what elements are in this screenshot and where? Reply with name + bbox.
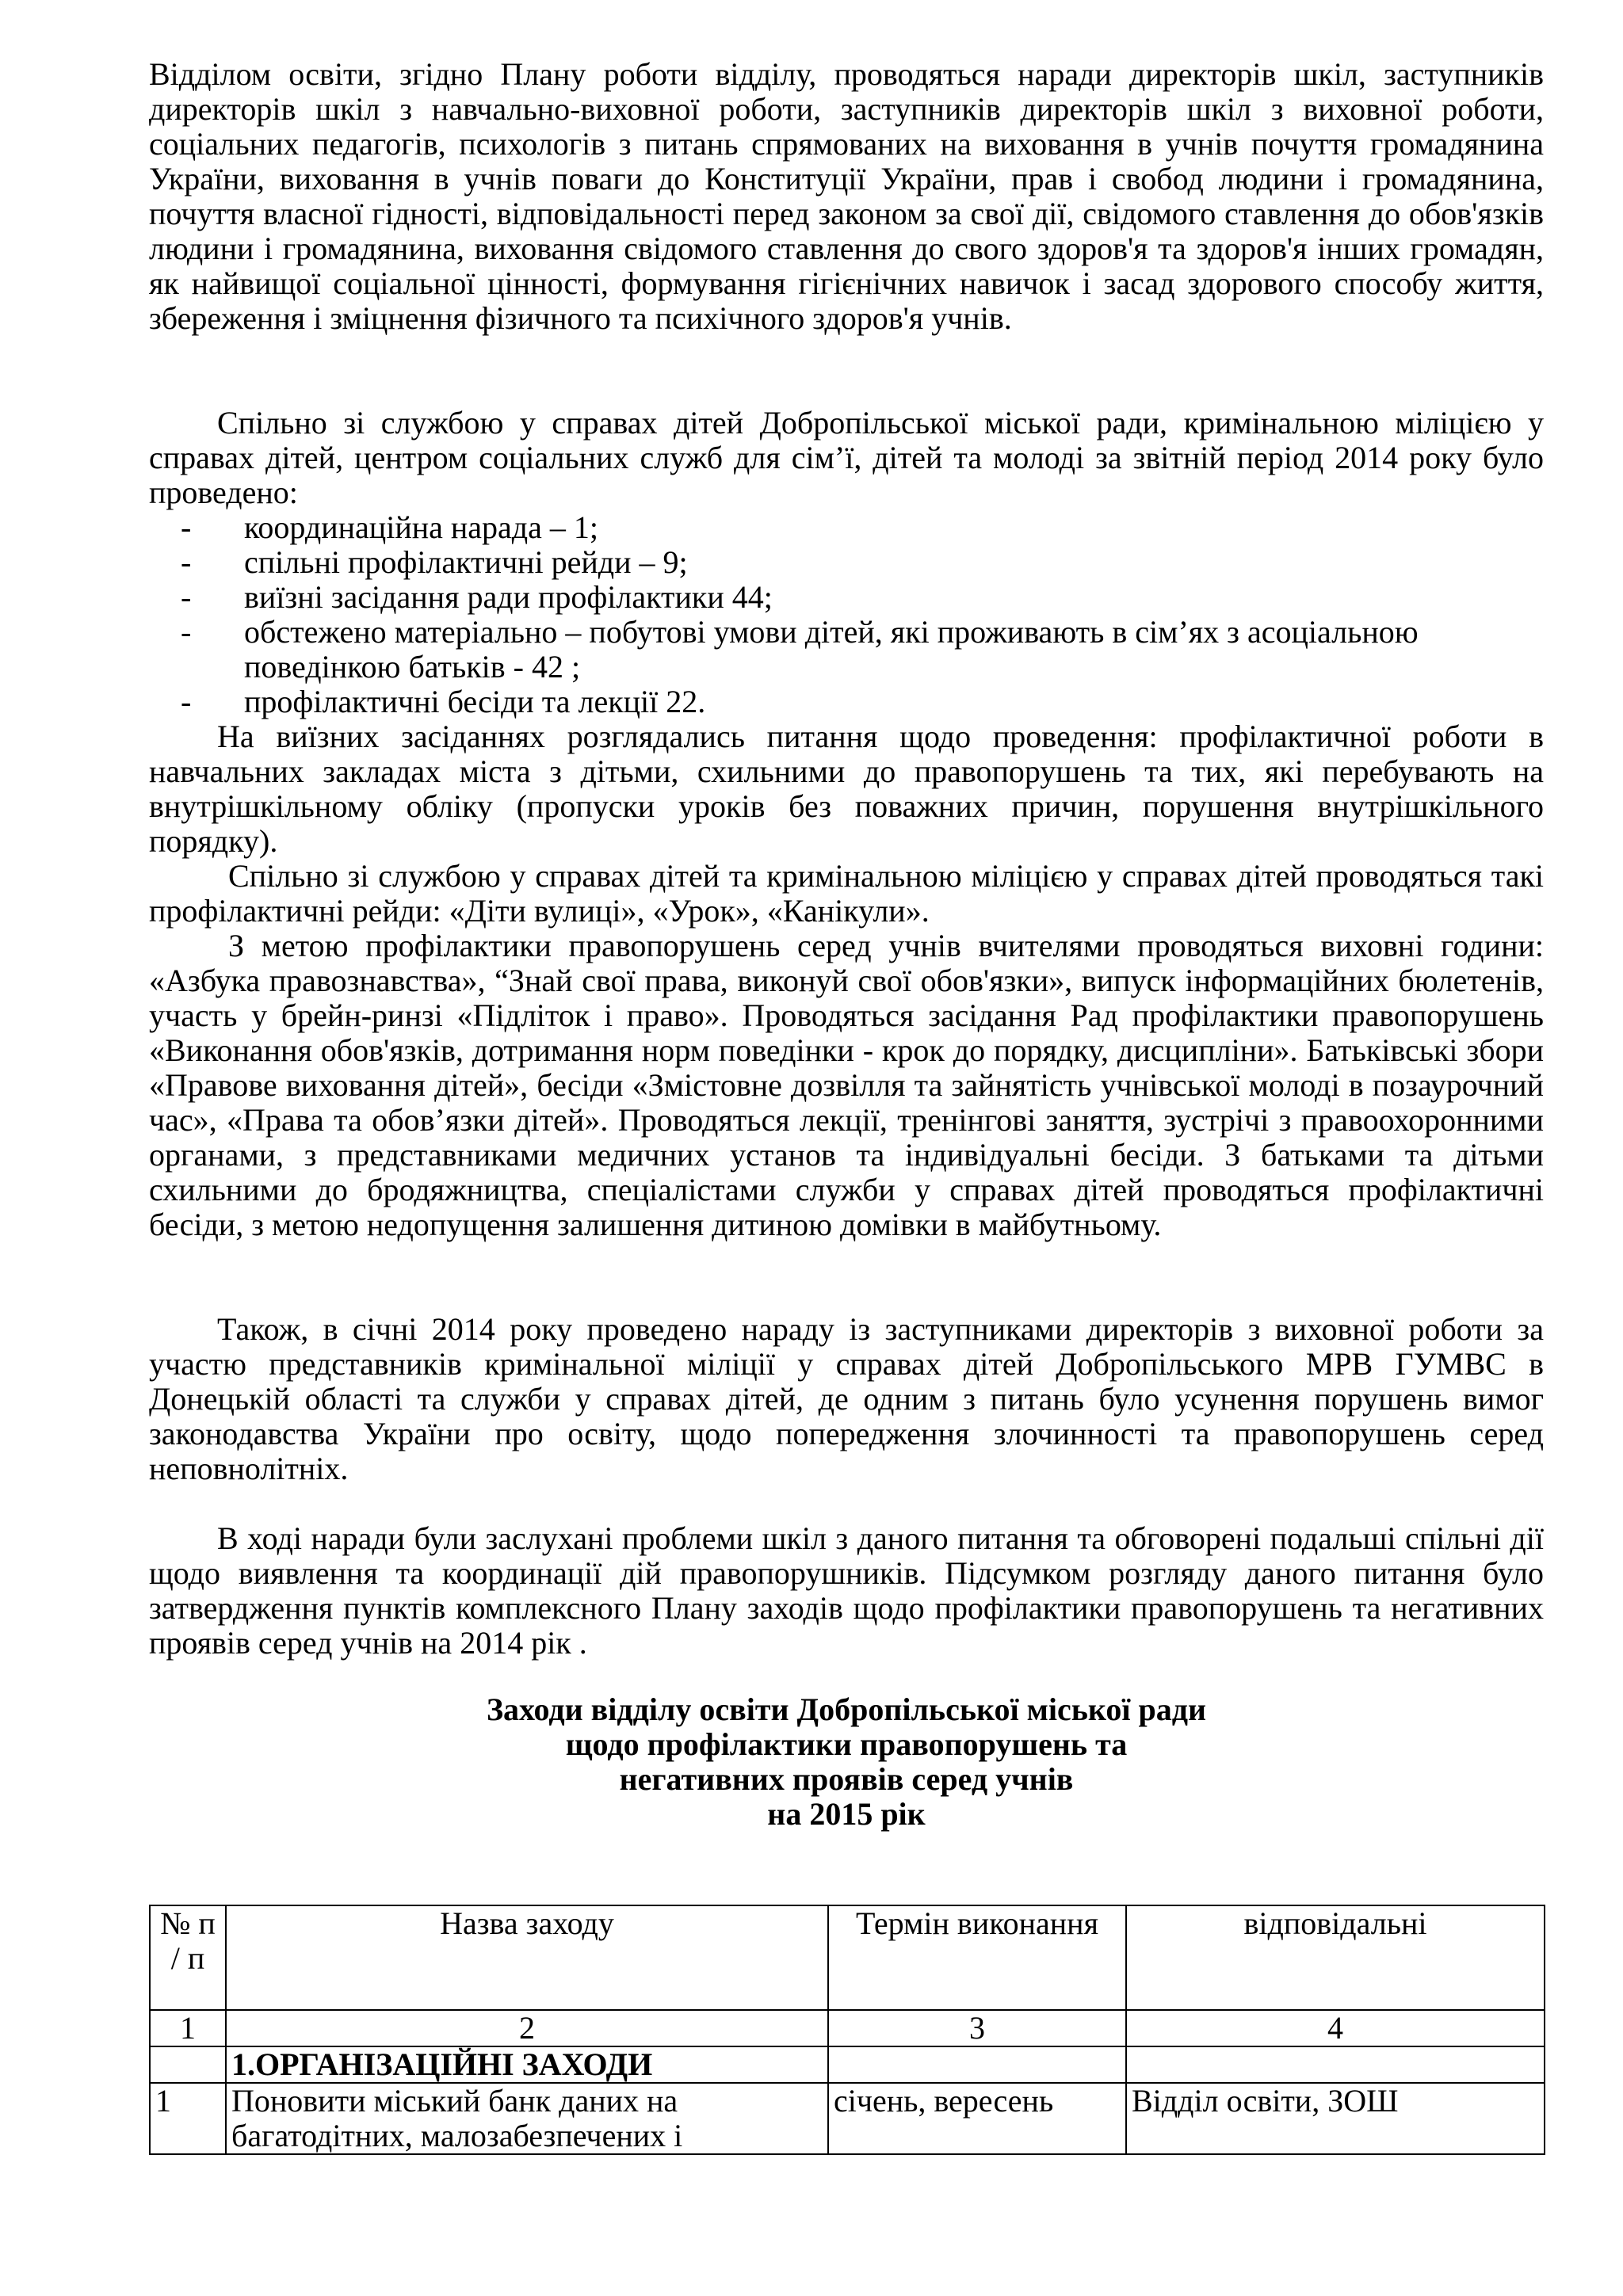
paragraph-intro: Відділом освіти, згідно Плану роботи відділу, проводяться наради директорів шкіл, заступників директорів шкіл з навчально-виховної роботи, заступників директорів шкіл з виховної роботи, соціальних педагогів, психологів з питань спрямованих на виховання в учнів почуття громадянина України, виховання в учнів поваги до Конституції України, прав і свобод людини і громадянина, почуття власної гідності, відповідальності перед законом за свої дії, свідомого ставлення до обов'язків людини і громадянина, виховання свідомого ставлення до свого здоров'я та здоров'я інших громадян, як найвищої соціальної цінності, формування гігієнічних навичок і засад здорового способу життя, збереження і зміцнення фізичного та психічного здоров'я учнів.: [149, 56, 1544, 336]
list-item: [181, 544, 1544, 580]
table-cell: [1126, 2046, 1545, 2083]
list-item: [181, 509, 1544, 545]
table-cell: 4: [1126, 2010, 1545, 2046]
list-item-text: координаційна нарада – 1;: [244, 509, 599, 545]
row-term: січень, вересень: [828, 2083, 1126, 2154]
header-responsible: відповідальні: [1126, 1905, 1545, 2010]
header-number: № п / п: [150, 1905, 226, 2010]
activities-list: [181, 509, 1544, 719]
heading-line: щодо профілактики правопорушень та: [565, 1726, 1128, 1762]
paragraph-joint-work: Спільно зі службою у справах дітей Добропільської міської ради, кримінальною міліцією у справах дітей, центром соціальних служб для сім’ї, дітей та молоді за звітній період 2014 року було проведено:: [149, 405, 1544, 510]
list-item-continuation: поведінкою батьків - 42 ;: [244, 649, 581, 685]
row-responsible: Відділ освіти, ЗОШ: [1126, 2083, 1545, 2154]
paragraph-meeting: Також, в січні 2014 року проведено нараду із заступниками директорів з виховної роботи за участю представників кримінальної міліції у справах дітей Добропільського МРВ ГУМВС в Донецькій області та служби у справах дітей, де одним з питань було усунення порушень вимог законодавства України про освіту, щодо попередження злочинності та правопорушень серед неповнолітніх.: [149, 1311, 1544, 1486]
list-item: [181, 684, 1544, 719]
table-cell: [150, 2046, 226, 2083]
list-dash: -: [181, 579, 192, 615]
table-header-row: [150, 1905, 1545, 2010]
heading-line: негативних проявів серед учнів: [619, 1761, 1074, 1797]
paragraph-prevention: З метою профілактики правопорушень серед учнів вчителями проводяться виховні години: «Азбука правознавства», “Знай свої права, виконуй свої обов'язки», випуск інформаційних бюлетенів, участь у брейн-ринзі «Підліток і право». Проводяться засідання Рад профілактики правопорушень «Виконання обов'язків, дотримання норм поведінки - крок до порядку, дисципліни». Батьківські збори «Правове виховання дітей», бесіди «Змістовне дозвілля та зайнятість учнівської молоді в позаурочний час», «Права та обов’язки дітей». Проводяться лекції, тренінгові заняття, зустрічі з правоохоронними органами, з представниками медичних установ та індивідуальні бесіди. З батьками та дітьми схильними до бродяжництва, спеціалістами служби у справах дітей проводяться профілактичні бесіди, з метою недопущення залишення дитиною домівки в майбутньому.: [149, 928, 1544, 1242]
paragraph-sessions: На виїзних засіданнях розглядались питання щодо проведення: профілактичної роботи в навчальних закладах міста з дітьми, схильними до правопорушень та тих, які перебувають на внутрішкільному обліку (пропуски уроків без поважних причин, порушення внутрішкільного порядку).: [149, 719, 1544, 859]
measures-table: [149, 1905, 1545, 2155]
list-item: [181, 614, 1544, 685]
heading-line: на 2015 рік: [767, 1796, 926, 1832]
list-dash: -: [181, 544, 192, 580]
paragraph-meeting-results: В ході наради були заслухані проблеми шкіл з даного питання та обговорені подальші спільні дії щодо виявлення та координації дій правопорушників. Підсумком розгляду даного питання було затвердження пунктів комплексного Плану заходів щодо профілактики правопорушень та негативних проявів серед учнів на 2014 рік .: [149, 1520, 1544, 1661]
header-measure-name: Назва заходу: [226, 1905, 828, 2010]
table-cell: 2: [226, 2010, 828, 2046]
list-item-text: обстежено матеріально – побутові умови дітей, які проживають в сім’ях з асоціальною: [244, 614, 1419, 650]
heading-line: Заходи відділу освіти Добропільської міської ради: [486, 1691, 1207, 1727]
section-title: 1.ОРГАНІЗАЦІЙНІ ЗАХОДИ: [226, 2046, 828, 2083]
list-dash: -: [181, 614, 192, 650]
row-measure-name: Поновити міський банк даних на багатодітних, малозабезпечених і: [226, 2083, 828, 2154]
plan-heading: [149, 1692, 1544, 1832]
table-cell: 3: [828, 2010, 1126, 2046]
paragraph-raids: Спільно зі службою у справах дітей та кримінальною міліцією у справах дітей проводяться такі профілактичні рейди: «Діти вулиці», «Урок», «Канікули».: [149, 858, 1544, 929]
header-term: Термін виконання: [828, 1905, 1126, 2010]
table-number-row: [150, 2010, 1545, 2046]
list-dash: -: [181, 684, 192, 719]
table-cell: [828, 2046, 1126, 2083]
list-item-text: виїзні засідання ради профілактики 44;: [244, 579, 773, 615]
table-row: [150, 2083, 1545, 2154]
list-item-text: спільні профілактичні рейди – 9;: [244, 544, 688, 580]
list-dash: -: [181, 509, 192, 545]
table-section-row: [150, 2046, 1545, 2083]
list-item: [181, 579, 1544, 615]
row-number: 1: [150, 2083, 226, 2154]
list-item-text: профілактичні бесіди та лекції 22.: [244, 684, 706, 719]
table-cell: 1: [150, 2010, 226, 2046]
